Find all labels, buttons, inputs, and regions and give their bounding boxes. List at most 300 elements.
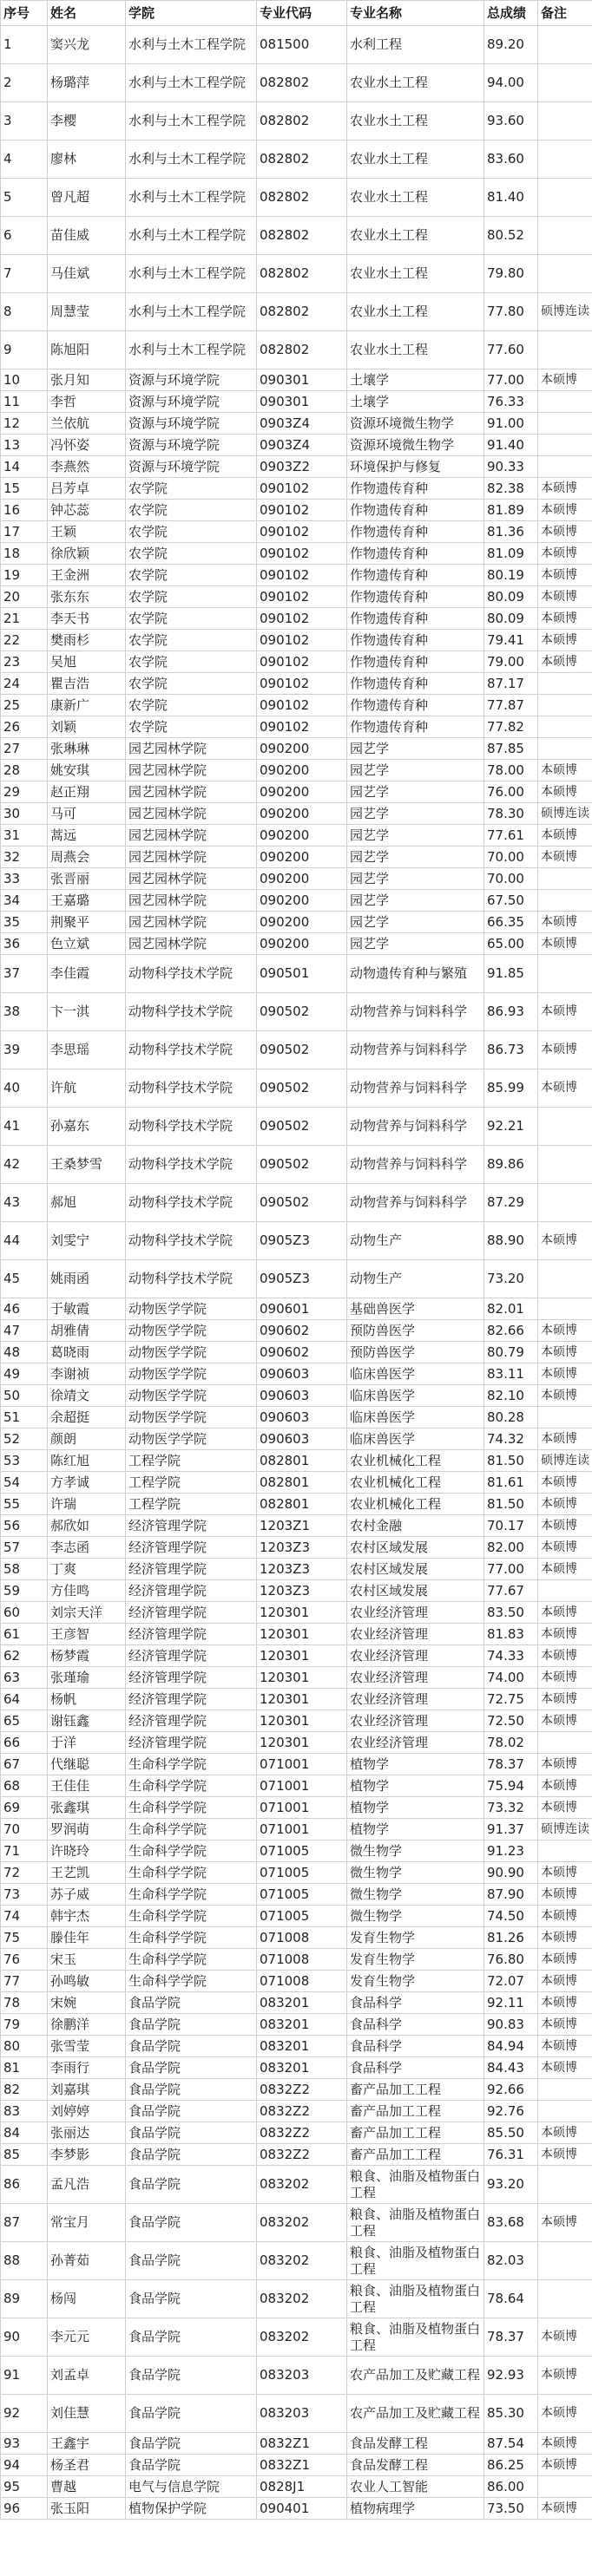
cell-name: 李佳霞 [48, 955, 126, 993]
cell-note [538, 1108, 592, 1146]
cell-college: 食品学院 [126, 2357, 257, 2395]
cell-major-code: 090603 [257, 1407, 347, 1429]
cell-name: 郝旭 [48, 1184, 126, 1222]
cell-name: 康新广 [48, 695, 126, 716]
cell-major-code: 083202 [257, 2318, 347, 2357]
table-row [1, 1385, 592, 1407]
cell-seq: 53 [1, 1450, 48, 1472]
cell-major-code: 090200 [257, 760, 347, 781]
cell-major-name: 环境保护与修复 [347, 456, 484, 478]
cell-major-code: 090102 [257, 478, 347, 500]
table-row [1, 1906, 592, 1927]
cell-seq: 20 [1, 586, 48, 608]
cell-total-score: 77.00 [484, 369, 538, 391]
cell-note [538, 102, 592, 141]
cell-note: 本硕博 [538, 1472, 592, 1494]
cell-major-code: 120301 [257, 1624, 347, 1645]
cell-college: 园艺园林学院 [126, 890, 257, 912]
cell-major-code: 120301 [257, 1667, 347, 1689]
cell-college: 动物科学技术学院 [126, 1184, 257, 1222]
cell-total-score: 81.40 [484, 179, 538, 217]
cell-name: 杨帆 [48, 1689, 126, 1710]
cell-name: 曾凡超 [48, 179, 126, 217]
cell-major-name: 农业经济管理 [347, 1602, 484, 1624]
table-row [1, 1108, 592, 1146]
cell-major-name: 资源环境微生物学 [347, 413, 484, 435]
cell-total-score: 84.94 [484, 2036, 538, 2057]
table-row [1, 255, 592, 293]
cell-major-name: 农业水土工程 [347, 141, 484, 179]
cell-major-name: 农业水土工程 [347, 217, 484, 255]
table-row [1, 760, 592, 781]
cell-total-score: 80.09 [484, 608, 538, 630]
table-row [1, 293, 592, 331]
cell-major-name: 动物营养与饲料科学 [347, 1031, 484, 1069]
cell-major-name: 动物营养与饲料科学 [347, 1184, 484, 1222]
cell-major-name: 临床兽医学 [347, 1363, 484, 1385]
cell-major-name: 食品发酵工程 [347, 2433, 484, 2455]
cell-total-score: 77.67 [484, 1580, 538, 1602]
cell-total-score: 80.28 [484, 1407, 538, 1429]
cell-name: 张琳琳 [48, 738, 126, 760]
cell-note: 本硕博 [538, 1559, 592, 1580]
table-row [1, 1797, 592, 1819]
cell-note: 本硕博 [538, 1971, 592, 1992]
cell-seq: 58 [1, 1559, 48, 1580]
cell-college: 资源与环境学院 [126, 435, 257, 456]
table-row [1, 2079, 592, 2101]
cell-major-code: 1203Z1 [257, 1515, 347, 1537]
cell-major-name: 食品科学 [347, 2014, 484, 2036]
cell-total-score: 74.32 [484, 1429, 538, 1450]
cell-college: 植物保护学院 [126, 2498, 257, 2520]
cell-major-code: 082802 [257, 255, 347, 293]
cell-name: 蒿远 [48, 825, 126, 847]
cell-major-name: 农业经济管理 [347, 1667, 484, 1689]
cell-name: 荆聚平 [48, 912, 126, 933]
cell-total-score: 94.00 [484, 64, 538, 102]
cell-major-code: 090301 [257, 391, 347, 413]
cell-major-code: 090102 [257, 586, 347, 608]
cell-major-code: 071005 [257, 1906, 347, 1927]
cell-name: 颜朗 [48, 1429, 126, 1450]
cell-college: 动物医学学院 [126, 1363, 257, 1385]
cell-college: 经济管理学院 [126, 1689, 257, 1710]
cell-major-name: 农业机械化工程 [347, 1450, 484, 1472]
cell-college: 生命科学学院 [126, 1971, 257, 1992]
cell-note: 本硕博 [538, 1862, 592, 1884]
table-row [1, 1260, 592, 1298]
table-row [1, 2036, 592, 2057]
cell-major-name: 农业水土工程 [347, 102, 484, 141]
cell-total-score: 86.93 [484, 993, 538, 1031]
table-row [1, 651, 592, 673]
table-row [1, 2395, 592, 2433]
table-row [1, 1754, 592, 1775]
cell-total-score: 79.41 [484, 630, 538, 651]
cell-name: 姚安琪 [48, 760, 126, 781]
cell-major-code: 090102 [257, 695, 347, 716]
table-row [1, 2122, 592, 2144]
cell-major-code: 082802 [257, 293, 347, 331]
table-row [1, 1732, 592, 1754]
cell-note [538, 1184, 592, 1222]
cell-seq: 54 [1, 1472, 48, 1494]
table-row [1, 1819, 592, 1840]
header-total-score: 总成绩 [484, 1, 538, 26]
cell-note: 本硕博 [538, 2357, 592, 2395]
cell-college: 经济管理学院 [126, 1624, 257, 1645]
cell-seq: 24 [1, 673, 48, 695]
cell-note [538, 1260, 592, 1298]
header-college: 学院 [126, 1, 257, 26]
cell-total-score: 81.83 [484, 1624, 538, 1645]
cell-total-score: 92.66 [484, 2079, 538, 2101]
cell-major-name: 临床兽医学 [347, 1385, 484, 1407]
cell-major-code: 090602 [257, 1342, 347, 1363]
cell-note: 本硕博 [538, 1797, 592, 1819]
cell-major-code: 071001 [257, 1819, 347, 1840]
cell-major-name: 农业经济管理 [347, 1624, 484, 1645]
cell-total-score: 84.43 [484, 2057, 538, 2079]
cell-major-code: 071005 [257, 1884, 347, 1906]
cell-seq: 15 [1, 478, 48, 500]
table-row [1, 369, 592, 391]
cell-major-name: 粮食、油脂及植物蛋白工程 [347, 2204, 484, 2242]
cell-note [538, 738, 592, 760]
table-row [1, 993, 592, 1031]
table-row [1, 331, 592, 369]
cell-total-score: 82.10 [484, 1385, 538, 1407]
cell-major-code: 083201 [257, 2057, 347, 2079]
cell-seq: 39 [1, 1031, 48, 1069]
table-row [1, 102, 592, 141]
cell-seq: 44 [1, 1222, 48, 1260]
cell-seq: 21 [1, 608, 48, 630]
cell-name: 许瑞 [48, 1494, 126, 1515]
cell-seq: 67 [1, 1754, 48, 1775]
cell-college: 园艺园林学院 [126, 933, 257, 955]
cell-seq: 23 [1, 651, 48, 673]
cell-major-code: 090602 [257, 1320, 347, 1342]
cell-total-score: 82.03 [484, 2242, 538, 2280]
cell-name: 余超挺 [48, 1407, 126, 1429]
cell-total-score: 82.66 [484, 1320, 538, 1342]
cell-seq: 12 [1, 413, 48, 435]
cell-total-score: 77.60 [484, 331, 538, 369]
cell-name: 李思瑶 [48, 1031, 126, 1069]
cell-major-code: 083201 [257, 2014, 347, 2036]
cell-note [538, 413, 592, 435]
cell-name: 宋婉 [48, 1992, 126, 2014]
cell-college: 园艺园林学院 [126, 803, 257, 825]
cell-name: 罗润萌 [48, 1819, 126, 1840]
table-row [1, 64, 592, 102]
cell-seq: 51 [1, 1407, 48, 1429]
cell-major-code: 090200 [257, 847, 347, 868]
cell-seq: 31 [1, 825, 48, 847]
cell-college: 食品学院 [126, 1992, 257, 2014]
cell-note [538, 217, 592, 255]
cell-major-code: 090102 [257, 543, 347, 565]
cell-total-score: 78.37 [484, 1754, 538, 1775]
cell-name: 常宝月 [48, 2204, 126, 2242]
cell-note: 本硕博 [538, 543, 592, 565]
cell-college: 水利与土木工程学院 [126, 217, 257, 255]
cell-major-name: 植物学 [347, 1775, 484, 1797]
cell-seq: 37 [1, 955, 48, 993]
cell-college: 园艺园林学院 [126, 781, 257, 803]
cell-name: 陈旭阳 [48, 331, 126, 369]
cell-total-score: 89.20 [484, 26, 538, 64]
cell-seq: 64 [1, 1689, 48, 1710]
cell-total-score: 91.00 [484, 413, 538, 435]
cell-major-name: 作物遗传育种 [347, 673, 484, 695]
cell-major-name: 土壤学 [347, 391, 484, 413]
cell-major-code: 120301 [257, 1710, 347, 1732]
cell-college: 电气与信息学院 [126, 2476, 257, 2498]
cell-college: 工程学院 [126, 1472, 257, 1494]
cell-total-score: 90.33 [484, 456, 538, 478]
cell-major-code: 0903Z4 [257, 435, 347, 456]
cell-major-name: 粮食、油脂及植物蛋白工程 [347, 2242, 484, 2280]
cell-major-code: 0832Z1 [257, 2455, 347, 2476]
table-row [1, 1645, 592, 1667]
cell-total-score: 77.80 [484, 293, 538, 331]
cell-name: 孙菁茹 [48, 2242, 126, 2280]
cell-name: 王颖 [48, 521, 126, 543]
cell-college: 资源与环境学院 [126, 413, 257, 435]
header-seq: 序号 [1, 1, 48, 26]
cell-college: 食品学院 [126, 2057, 257, 2079]
cell-name: 钟芯蕊 [48, 500, 126, 521]
table-row [1, 1222, 592, 1260]
cell-major-name: 农业机械化工程 [347, 1472, 484, 1494]
cell-name: 张雪莹 [48, 2036, 126, 2057]
cell-major-code: 090200 [257, 912, 347, 933]
cell-name: 刘佳慧 [48, 2395, 126, 2433]
cell-major-name: 园艺学 [347, 912, 484, 933]
cell-name: 李梦影 [48, 2144, 126, 2166]
cell-seq: 7 [1, 255, 48, 293]
cell-college: 经济管理学院 [126, 1710, 257, 1732]
cell-note: 本硕博 [538, 1667, 592, 1689]
cell-note [538, 2476, 592, 2498]
cell-note: 本硕博 [538, 1320, 592, 1342]
cell-major-code: 090200 [257, 803, 347, 825]
table-row [1, 1515, 592, 1537]
cell-name: 张丽达 [48, 2122, 126, 2144]
cell-note: 本硕博 [538, 369, 592, 391]
cell-note: 本硕博 [538, 2144, 592, 2166]
table-row [1, 1069, 592, 1108]
table-row [1, 1580, 592, 1602]
cell-note [538, 1840, 592, 1862]
cell-total-score: 81.89 [484, 500, 538, 521]
cell-college: 农学院 [126, 608, 257, 630]
cell-total-score: 80.79 [484, 1342, 538, 1363]
cell-seq: 90 [1, 2318, 48, 2357]
table-row [1, 2476, 592, 2498]
cell-name: 李雨行 [48, 2057, 126, 2079]
cell-total-score: 76.00 [484, 781, 538, 803]
cell-major-code: 090200 [257, 933, 347, 955]
table-row [1, 933, 592, 955]
cell-seq: 50 [1, 1385, 48, 1407]
cell-name: 杨璐萍 [48, 64, 126, 102]
cell-total-score: 86.00 [484, 2476, 538, 2498]
table-row [1, 1624, 592, 1645]
cell-major-code: 0832Z2 [257, 2101, 347, 2122]
cell-major-name: 食品科学 [347, 2036, 484, 2057]
table-row [1, 413, 592, 435]
cell-seq: 25 [1, 695, 48, 716]
cell-college: 生命科学学院 [126, 1797, 257, 1819]
cell-total-score: 72.75 [484, 1689, 538, 1710]
cell-major-code: 090501 [257, 955, 347, 993]
cell-note [538, 2242, 592, 2280]
cell-total-score: 77.00 [484, 1559, 538, 1580]
cell-major-code: 090502 [257, 1069, 347, 1108]
cell-major-code: 090401 [257, 2498, 347, 2520]
cell-name: 张月知 [48, 369, 126, 391]
cell-total-score: 77.87 [484, 695, 538, 716]
cell-major-code: 120301 [257, 1602, 347, 1624]
cell-major-code: 083203 [257, 2395, 347, 2433]
cell-note: 本硕博 [538, 2204, 592, 2242]
cell-major-name: 作物遗传育种 [347, 716, 484, 738]
table-row [1, 890, 592, 912]
table-row [1, 1971, 592, 1992]
cell-major-name: 植物学 [347, 1819, 484, 1840]
cell-seq: 19 [1, 565, 48, 586]
cell-college: 水利与土木工程学院 [126, 64, 257, 102]
cell-major-name: 食品科学 [347, 1992, 484, 2014]
cell-name: 廖林 [48, 141, 126, 179]
cell-seq: 55 [1, 1494, 48, 1515]
cell-name: 李天书 [48, 608, 126, 630]
cell-name: 曹越 [48, 2476, 126, 2498]
cell-college: 水利与土木工程学院 [126, 255, 257, 293]
header-row [1, 1, 592, 26]
table-row [1, 26, 592, 64]
cell-seq: 76 [1, 1949, 48, 1971]
table-row [1, 1992, 592, 2014]
cell-seq: 78 [1, 1992, 48, 2014]
cell-total-score: 82.01 [484, 1298, 538, 1320]
table-row [1, 608, 592, 630]
table-row [1, 2014, 592, 2036]
cell-note [538, 1146, 592, 1184]
table-row [1, 1146, 592, 1184]
cell-major-name: 农业水土工程 [347, 64, 484, 102]
cell-name: 周慧莹 [48, 293, 126, 331]
cell-major-name: 植物学 [347, 1754, 484, 1775]
cell-note: 本硕博 [538, 1906, 592, 1927]
cell-seq: 22 [1, 630, 48, 651]
cell-seq: 82 [1, 2079, 48, 2101]
cell-seq: 36 [1, 933, 48, 955]
table-row [1, 1407, 592, 1429]
cell-name: 许航 [48, 1069, 126, 1108]
cell-major-name: 微生物学 [347, 1906, 484, 1927]
cell-note: 本硕博 [538, 760, 592, 781]
cell-note [538, 435, 592, 456]
cell-name: 李谢祯 [48, 1363, 126, 1385]
cell-major-code: 090603 [257, 1363, 347, 1385]
cell-major-name: 农业水土工程 [347, 255, 484, 293]
cell-note: 本硕博 [538, 825, 592, 847]
cell-major-code: 0903Z2 [257, 456, 347, 478]
cell-major-name: 园艺学 [347, 738, 484, 760]
cell-major-code: 090102 [257, 521, 347, 543]
cell-note: 本硕博 [538, 1537, 592, 1559]
cell-major-code: 090200 [257, 890, 347, 912]
cell-note [538, 64, 592, 102]
cell-major-name: 园艺学 [347, 760, 484, 781]
table-row [1, 1689, 592, 1710]
cell-major-name: 动物生产 [347, 1260, 484, 1298]
cell-seq: 3 [1, 102, 48, 141]
cell-total-score: 87.85 [484, 738, 538, 760]
cell-total-score: 87.29 [484, 1184, 538, 1222]
cell-college: 生命科学学院 [126, 1775, 257, 1797]
cell-major-code: 0905Z3 [257, 1260, 347, 1298]
cell-note [538, 1732, 592, 1754]
cell-seq: 28 [1, 760, 48, 781]
cell-seq: 69 [1, 1797, 48, 1819]
table-row [1, 695, 592, 716]
cell-major-code: 090102 [257, 673, 347, 695]
cell-name: 刘宗天洋 [48, 1602, 126, 1624]
cell-note: 本硕博 [538, 1342, 592, 1363]
cell-name: 滕佳年 [48, 1927, 126, 1949]
table-row [1, 586, 592, 608]
cell-major-name: 动物营养与饲料科学 [347, 1108, 484, 1146]
cell-major-name: 临床兽医学 [347, 1407, 484, 1429]
cell-note: 本硕博 [538, 2318, 592, 2357]
cell-note: 本硕博 [538, 1602, 592, 1624]
cell-note: 本硕博 [538, 586, 592, 608]
cell-seq: 89 [1, 2280, 48, 2318]
cell-seq: 16 [1, 500, 48, 521]
cell-note [538, 2079, 592, 2101]
cell-note: 本硕博 [538, 2433, 592, 2455]
cell-name: 李元元 [48, 2318, 126, 2357]
cell-name: 赵正翔 [48, 781, 126, 803]
table-row [1, 825, 592, 847]
cell-major-code: 071001 [257, 1775, 347, 1797]
cell-college: 生命科学学院 [126, 1884, 257, 1906]
cell-seq: 40 [1, 1069, 48, 1108]
cell-note: 本硕博 [538, 608, 592, 630]
cell-college: 动物医学学院 [126, 1298, 257, 1320]
cell-note [538, 255, 592, 293]
cell-name: 王金洲 [48, 565, 126, 586]
cell-major-code: 082802 [257, 64, 347, 102]
cell-major-code: 120301 [257, 1645, 347, 1667]
cell-major-code: 071008 [257, 1949, 347, 1971]
table-row [1, 2498, 592, 2520]
cell-name: 王嘉璐 [48, 890, 126, 912]
table-row [1, 2242, 592, 2280]
cell-college: 园艺园林学院 [126, 912, 257, 933]
cell-total-score: 65.00 [484, 933, 538, 955]
cell-college: 动物科学技术学院 [126, 1031, 257, 1069]
cell-seq: 56 [1, 1515, 48, 1537]
cell-major-name: 动物营养与饲料科学 [347, 993, 484, 1031]
cell-seq: 59 [1, 1580, 48, 1602]
